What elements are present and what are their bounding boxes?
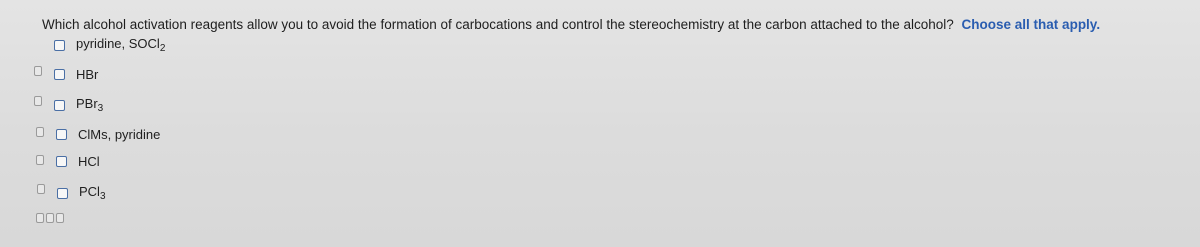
question-prompt [42, 16, 1192, 34]
edge-checkbox-outline [36, 155, 44, 165]
edge-checkbox-outline [34, 66, 42, 76]
checkbox-3[interactable] [54, 100, 65, 111]
answer-option-3-label: PBr$_3$ [76, 96, 104, 114]
answer-option-2[interactable] [54, 67, 98, 82]
answer-option-1[interactable] [54, 36, 165, 54]
edge-checkbox-outline [56, 213, 64, 223]
checkbox-6[interactable] [57, 188, 68, 199]
edge-checkbox-outline [46, 213, 54, 223]
edge-checkbox-outline [34, 96, 42, 106]
checkbox-1[interactable] [54, 40, 65, 51]
question-text: Which alcohol activation reagents allow you to avoid the formation of carbocations and control the stereochemistry at the carbon attached to the alcohol? [42, 17, 954, 32]
edge-checkbox-outline [36, 127, 44, 137]
edge-checkbox-outline [36, 213, 44, 223]
checkbox-2[interactable] [54, 69, 65, 80]
checkbox-5[interactable] [56, 156, 67, 167]
answer-option-6[interactable] [57, 184, 106, 202]
answer-option-6-label: PCl$_3$ [79, 184, 106, 202]
answer-option-1-label: pyridine, SOCl$_2$ [76, 36, 166, 54]
answer-option-4[interactable] [56, 127, 160, 142]
edge-checkbox-outline [37, 184, 45, 194]
answer-option-5-label: HCl [78, 154, 100, 169]
question-instruction: Choose all that apply. [961, 17, 1101, 32]
checkbox-4[interactable] [56, 129, 67, 140]
answer-option-3[interactable] [54, 96, 103, 114]
answer-option-2-label: HBr [76, 67, 99, 82]
answer-option-5[interactable] [56, 154, 100, 169]
answer-option-4-label: ClMs, pyridine [78, 127, 161, 142]
